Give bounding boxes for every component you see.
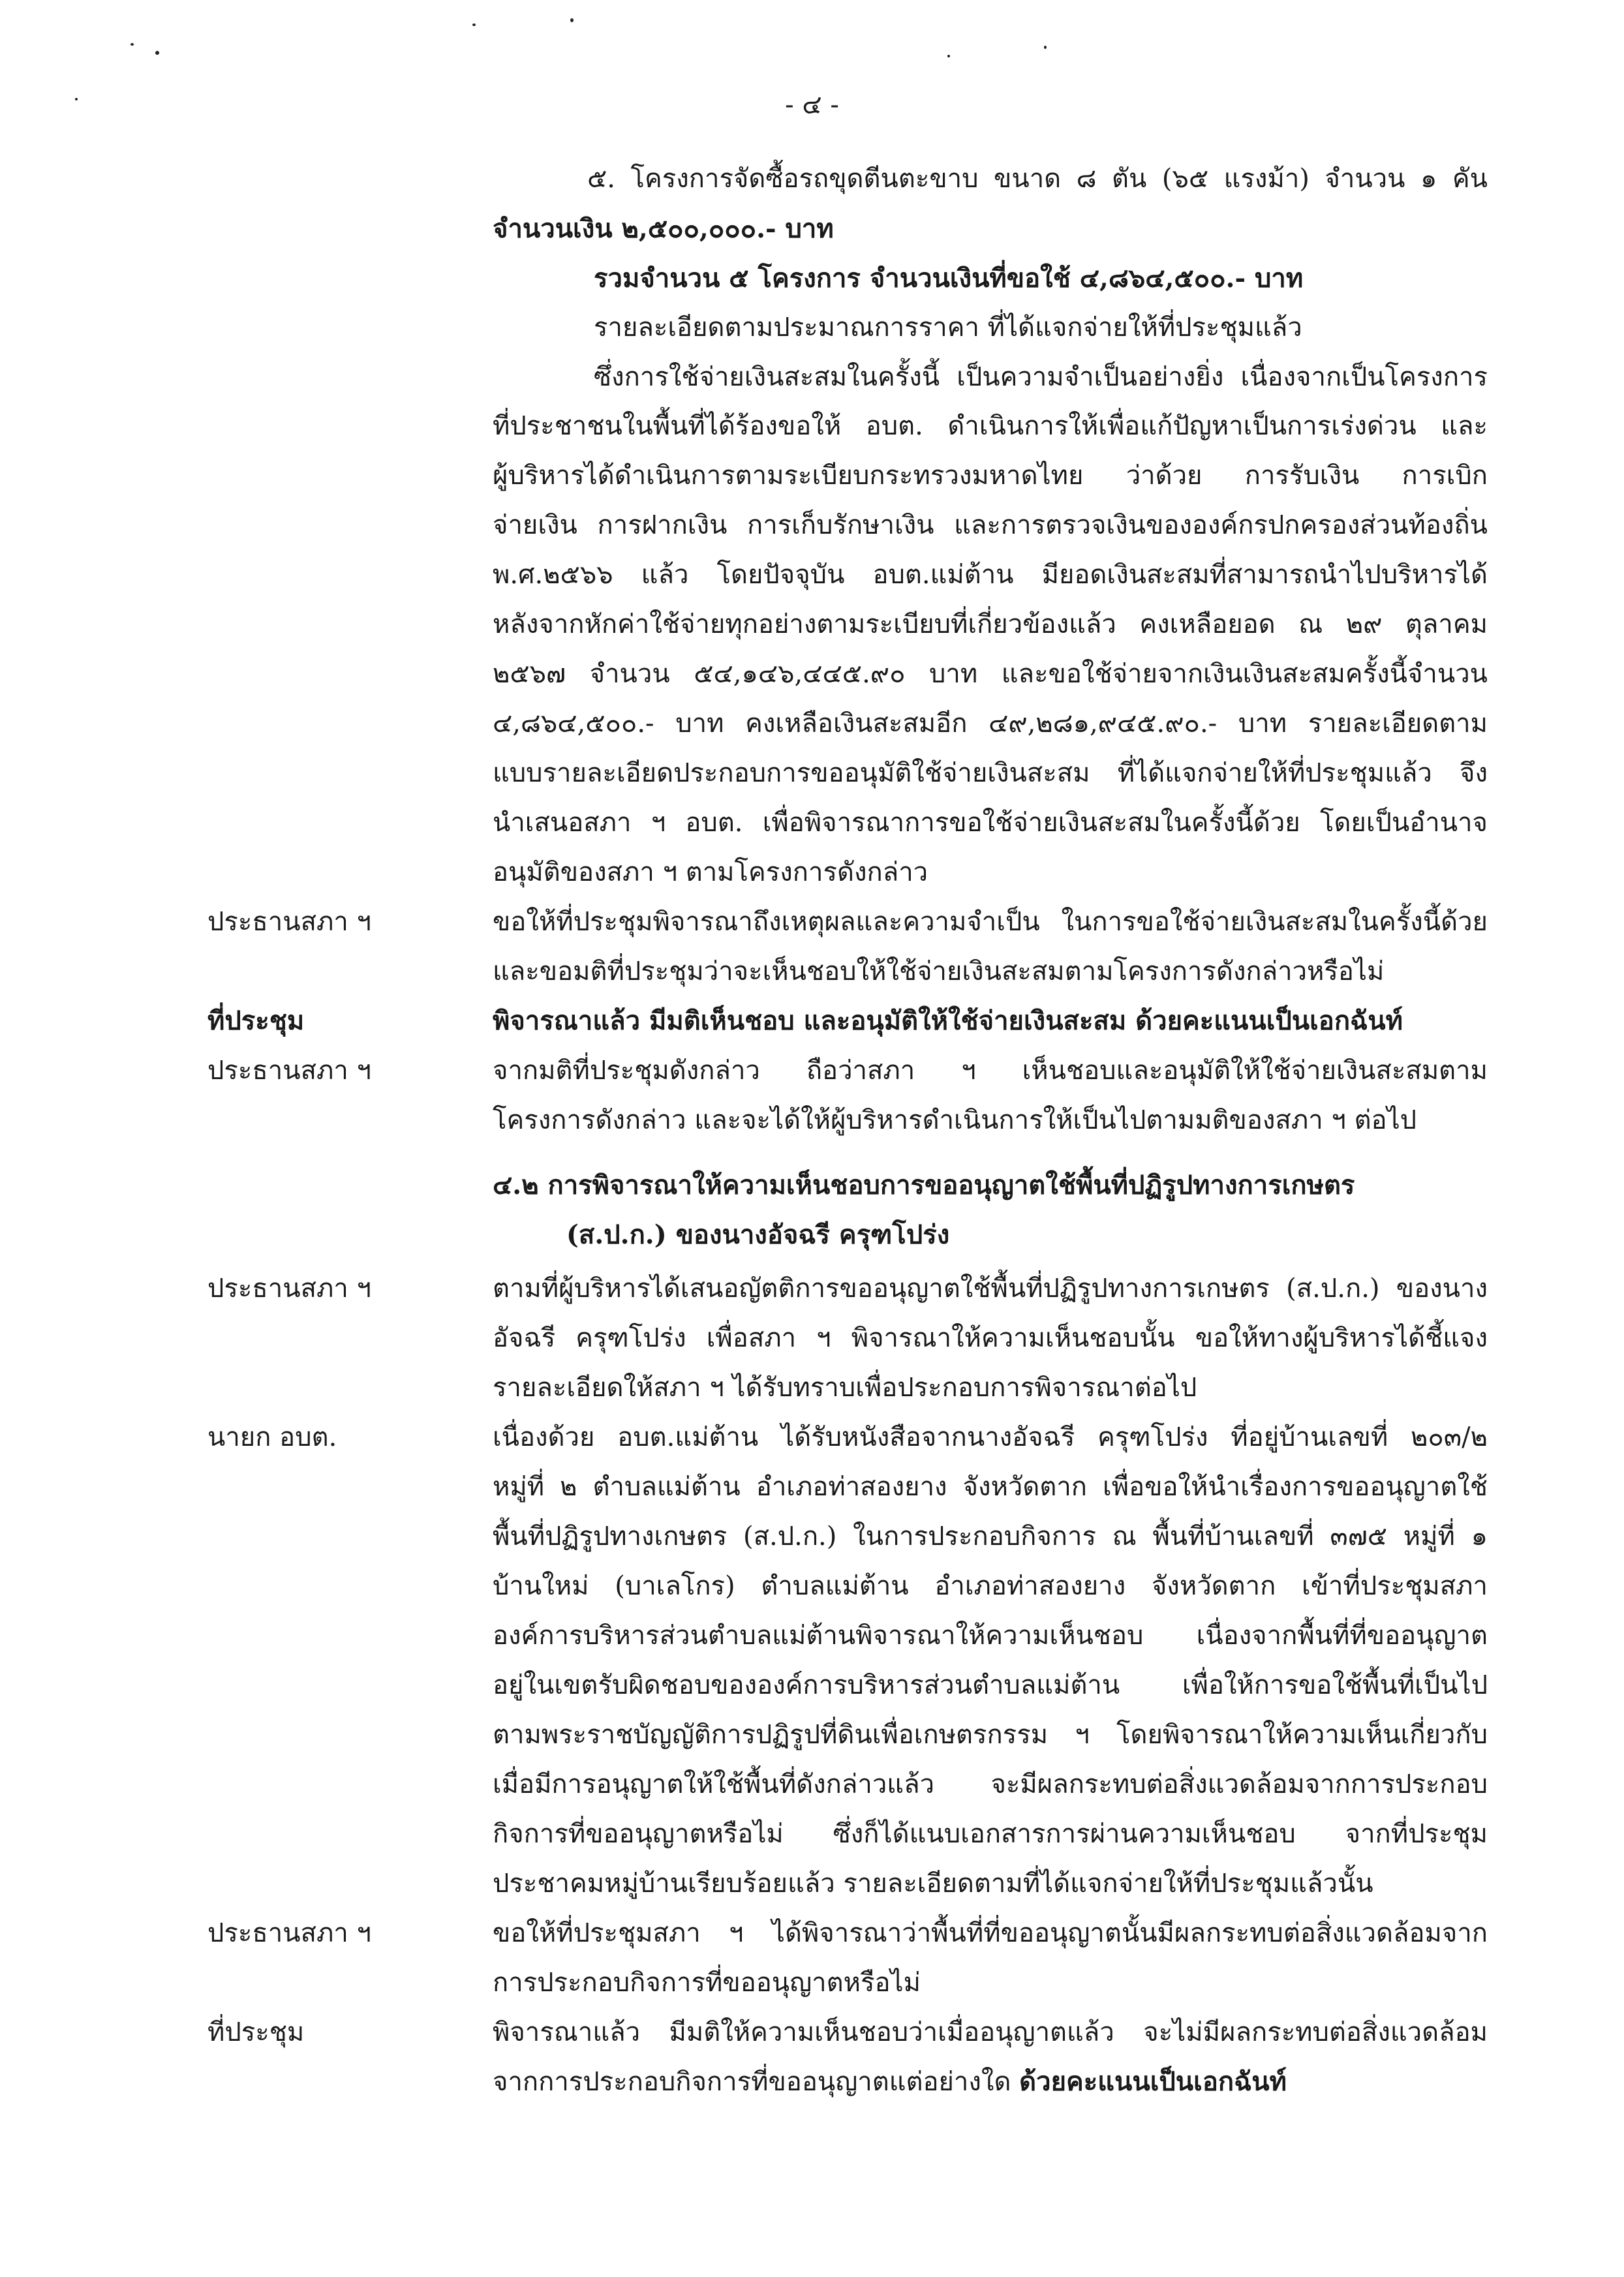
speech-line: ประชาคมหมู่บ้านเรียบร้อยแล้ว รายละเอียดตามที่ได้แจกจ่ายให้ที่ประชุมแล้วนั้น (493, 1869, 1373, 1899)
speaker-mayor: นายก อบต. (207, 1422, 337, 1452)
speech-line: เนื่องด้วย อบต.แม่ต้าน ได้รับหนังสือจากนางอัจฉรี ครุฑโปร่ง ที่อยู่บ้านเลขที่ ๒๐๓/๒ (493, 1422, 1488, 1452)
intro-line: ๕. โครงการจัดซื้อรถขุดตีนตะขาบ ขนาด ๘ ตัน (๖๕ แรงม้า) จำนวน ๑ คัน (587, 164, 1488, 194)
speaker-meeting: ที่ประชุม (207, 2017, 305, 2047)
page-number: - ๔ - (785, 90, 839, 120)
speech-line: และขอมติที่ประชุมว่าจะเห็นชอบให้ใช้จ่ายเงินสะสมตามโครงการดังกล่าวหรือไม่ (493, 956, 1385, 986)
paragraph-line: ที่ประชาชนในพื้นที่ได้ร้องขอให้ อบต. ดำเนินการให้เพื่อแก้ปัญหาเป็นการเร่งด่วน และ (493, 411, 1488, 441)
speech-line: โครงการดังกล่าว และจะได้ให้ผู้บริหารดำเนินการให้เป็นไปตามมติของสภา ฯ ต่อไป (493, 1105, 1417, 1135)
scan-speck (947, 55, 950, 57)
speech-line: หมู่ที่ ๒ ตำบลแม่ต้าน อำเภอท่าสองยาง จังหวัดตาก เพื่อขอให้นำเรื่องการขออนุญาตใช้ (493, 1472, 1488, 1502)
speaker-chair: ประธานสภา ฯ (207, 1056, 371, 1086)
scan-speck (130, 43, 134, 46)
intro-line: รายละเอียดตามประมาณการราคา ที่ได้แจกจ่ายให้ที่ประชุมแล้ว (594, 313, 1302, 343)
speaker-chair: ประธานสภา ฯ (207, 1274, 371, 1304)
paragraph-line: หลังจากหักค่าใช้จ่ายทุกอย่างตามระเบียบที่เกี่ยวข้องแล้ว คงเหลือยอด ณ ๒๙ ตุลาคม (493, 609, 1488, 639)
speech-line: องค์การบริหารส่วนตำบลแม่ต้านพิจารณาให้ความเห็นชอบ เนื่องจากพื้นที่ที่ขออนุญาต (493, 1621, 1488, 1651)
speech-line: พื้นที่ปฏิรูปทางเกษตร (ส.ป.ก.) ในการประกอบกิจการ ณ พื้นที่บ้านเลขที่ ๓๗๕ หมู่ที่ ๑ (493, 1521, 1488, 1551)
speech-line: เมื่อมีการอนุญาตให้ใช้พื้นที่ดังกล่าวแล้ว จะมีผลกระทบต่อสิ่งแวดล้อมจากการประกอบ (493, 1769, 1488, 1799)
paragraph-line: จ่ายเงิน การฝากเงิน การเก็บรักษาเงิน และการตรวจเงินขององค์กรปกครองส่วนท้องถิ่น (493, 510, 1488, 540)
intro-line: จำนวนเงิน ๒,๕๐๐,๐๐๐.- บาท (493, 213, 834, 244)
speech-line: ตามที่ผู้บริหารได้เสนอญัตติการขออนุญาตใช้พื้นที่ปฏิรูปทางการเกษตร (ส.ป.ก.) ของนาง (493, 1274, 1488, 1304)
speaker-chair: ประธานสภา ฯ (207, 907, 371, 937)
resolution-text: จากการประกอบกิจการที่ขออนุญาตแต่อย่างใด (493, 2067, 1020, 2097)
speech-line: ขอให้ที่ประชุมพิจารณาถึงเหตุผลและความจำเป็น ในการขอใช้จ่ายเงินสะสมในครั้งนี้ด้วย (493, 907, 1488, 937)
paragraph-line: ซึ่งการใช้จ่ายเงินสะสมในครั้งนี้ เป็นความจำเป็นอย่างยิ่ง เนื่องจากเป็นโครงการ (594, 362, 1488, 392)
agenda-heading: ๔.๒ การพิจารณาให้ความเห็นชอบการขออนุญาตใช้พื้นที่ปฏิรูปทางการเกษตร (493, 1170, 1355, 1200)
speech-line: อัจฉรี ครุฑโปร่ง เพื่อสภา ฯ พิจารณาให้ความเห็นชอบนั้น ขอให้ทางผู้บริหารได้ชี้แจง (493, 1323, 1488, 1353)
resolution-line: พิจารณาแล้ว มีมติเห็นชอบ และอนุมัติให้ใช้จ่ายเงินสะสม ด้วยคะแนนเป็นเอกฉันท์ (493, 1005, 1403, 1036)
speech-line: จากมติที่ประชุมดังกล่าว ถือว่าสภา ฯ เห็นชอบและอนุมัติให้ใช้จ่ายเงินสะสมตาม (493, 1056, 1488, 1086)
speech-line: การประกอบกิจการที่ขออนุญาตหรือไม่ (493, 1968, 921, 1998)
speech-line: บ้านใหม่ (บาเลโกร) ตำบลแม่ต้าน อำเภอท่าสองยาง จังหวัดตาก เข้าที่ประชุมสภา (493, 1571, 1488, 1601)
speaker-chair: ประธานสภา ฯ (207, 1918, 371, 1948)
intro-total-line: รวมจำนวน ๕ โครงการ จำนวนเงินที่ขอใช้ ๔,๘๖๔,๕๐๐.- บาท (594, 263, 1304, 294)
scan-speck (1044, 46, 1047, 49)
speaker-meeting: ที่ประชุม (207, 1005, 305, 1036)
paragraph-line: แบบรายละเอียดประกอบการขออนุมัติใช้จ่ายเงินสะสม ที่ได้แจกจ่ายให้ที่ประชุมแล้ว จึง (493, 758, 1488, 788)
scan-speck (155, 51, 159, 55)
agenda-heading: (ส.ป.ก.) ของนางอัจฉรี ครุฑโปร่ง (566, 1219, 950, 1250)
speech-line: กิจการที่ขออนุญาตหรือไม่ ซึ่งก็ได้แนบเอกสารการผ่านความเห็นชอบ จากที่ประชุม (493, 1819, 1488, 1849)
paragraph-line: ๒๕๖๗ จำนวน ๕๔,๑๔๖,๔๔๕.๙๐ บาท และขอใช้จ่ายจากเงินเงินสะสมครั้งนี้จำนวน (493, 659, 1488, 689)
speech-line: รายละเอียดให้สภา ฯ ได้รับทราบเพื่อประกอบการพิจารณาต่อไป (493, 1373, 1197, 1403)
resolution-line: พิจารณาแล้ว มีมติให้ความเห็นชอบว่าเมื่ออนุญาตแล้ว จะไม่มีผลกระทบต่อสิ่งแวดล้อม (493, 2017, 1488, 2047)
speech-line: ตามพระราชบัญญัติการปฏิรูปที่ดินเพื่อเกษตรกรรม ฯ โดยพิจารณาให้ความเห็นเกี่ยวกับ (493, 1720, 1488, 1750)
resolution-vote: ด้วยคะแนนเป็นเอกฉันท์ (1019, 2066, 1287, 2097)
paragraph-line: นำเสนอสภา ฯ อบต. เพื่อพิจารณาการขอใช้จ่ายเงินสะสมในครั้งนี้ด้วย โดยเป็นอำนาจ (493, 808, 1488, 838)
paragraph-line: พ.ศ.๒๕๖๖ แล้ว โดยปัจจุบัน อบต.แม่ต้าน มียอดเงินสะสมที่สามารถนำไปบริหารได้ (493, 560, 1488, 590)
scan-speck (472, 23, 476, 26)
scan-speck (570, 18, 574, 22)
paragraph-line: อนุมัติของสภา ฯ ตามโครงการดังกล่าว (493, 857, 928, 887)
speech-line: ขอให้ที่ประชุมสภา ฯ ได้พิจารณาว่าพื้นที่ที่ขออนุญาตนั้นมีผลกระทบต่อสิ่งแวดล้อมจาก (493, 1918, 1488, 1948)
resolution-line (493, 2066, 1287, 2097)
paragraph-line: ผู้บริหารได้ดำเนินการตามระเบียบกระทรวงมหาดไทย ว่าด้วย การรับเงิน การเบิก (493, 461, 1488, 491)
paragraph-line: ๔,๘๖๔,๕๐๐.- บาท คงเหลือเงินสะสมอีก ๔๙,๒๘๑,๙๔๕.๙๐.- บาท รายละเอียดตาม (493, 709, 1488, 739)
speech-line: อยู่ในเขตรับผิดชอบขององค์การบริหารส่วนตำบลแม่ต้าน เพื่อให้การขอใช้พื้นที่เป็นไป (493, 1670, 1488, 1700)
